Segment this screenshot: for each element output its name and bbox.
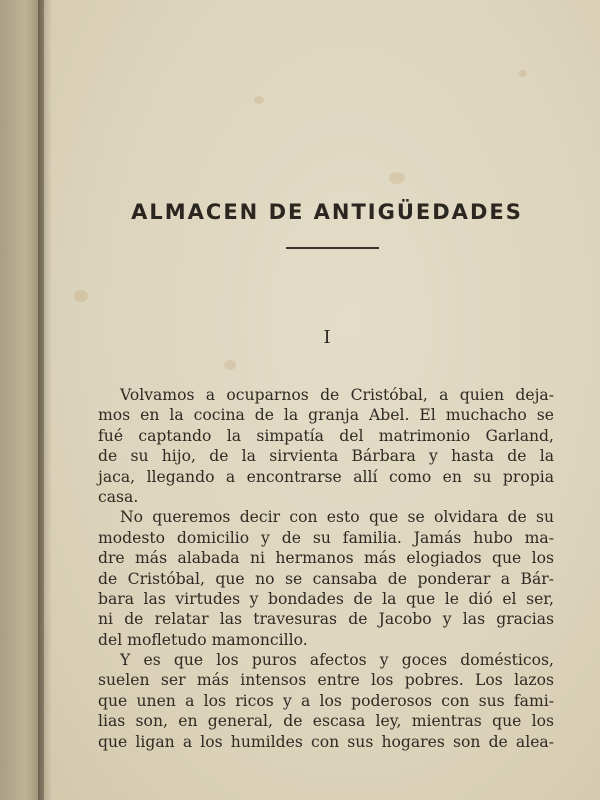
text-line: fué captando la simpatía del matrimonio Garland,	[98, 426, 554, 445]
title-rule	[286, 247, 379, 249]
paper-stain	[254, 96, 264, 104]
page-gutter-shadow	[38, 0, 52, 800]
text-line: dre más alabada ni hermanos más elogiados que los	[98, 549, 554, 568]
text-line: suelen ser más intensos entre los pobres. Los lazos	[98, 671, 554, 690]
text-line: No queremos decir con esto que se olvidara de su	[120, 508, 554, 527]
text-line: bara las virtudes y bondades de la que le dió el ser,	[98, 589, 554, 608]
text-line: mos en la cocina de la granja Abel. El muchacho se	[98, 406, 554, 425]
paper-stain	[74, 290, 88, 302]
text-line: casa.	[98, 487, 139, 506]
paper-stain	[389, 172, 405, 184]
text-line: Y es que los puros afectos y goces domésticos,	[120, 651, 554, 670]
text-line: de su hijo, de la sirvienta Bárbara y hasta de la	[98, 447, 554, 466]
paper-stain	[519, 70, 527, 77]
paper-stain	[224, 360, 236, 370]
text-line: que ligan a los humildes con sus hogares son de alea-	[98, 732, 554, 751]
page-title: ALMACEN DE ANTIGÜEDADES	[131, 200, 523, 224]
text-line: Volvamos a ocuparnos de Cristóbal, a quien deja-	[120, 386, 554, 404]
body-text	[98, 385, 554, 752]
text-line: lias son, en general, de escasa ley, mientras que los	[98, 712, 554, 731]
text-line: del mofletudo mamoncillo.	[98, 630, 308, 649]
text-line: de Cristóbal, que no se cansaba de ponderar a Bár-	[98, 569, 554, 588]
text-line: que unen a los ricos y a los poderosos con sus fami-	[98, 691, 554, 710]
text-line: ni de relatar las travesuras de Jacobo y las gracias	[98, 610, 554, 629]
text-line: jaca, llegando a encontrarse allí como en su propia	[98, 467, 554, 486]
text-line: modesto domicilio y de su familia. Jamás hubo ma-	[98, 528, 554, 547]
chapter-number: I	[323, 327, 331, 348]
